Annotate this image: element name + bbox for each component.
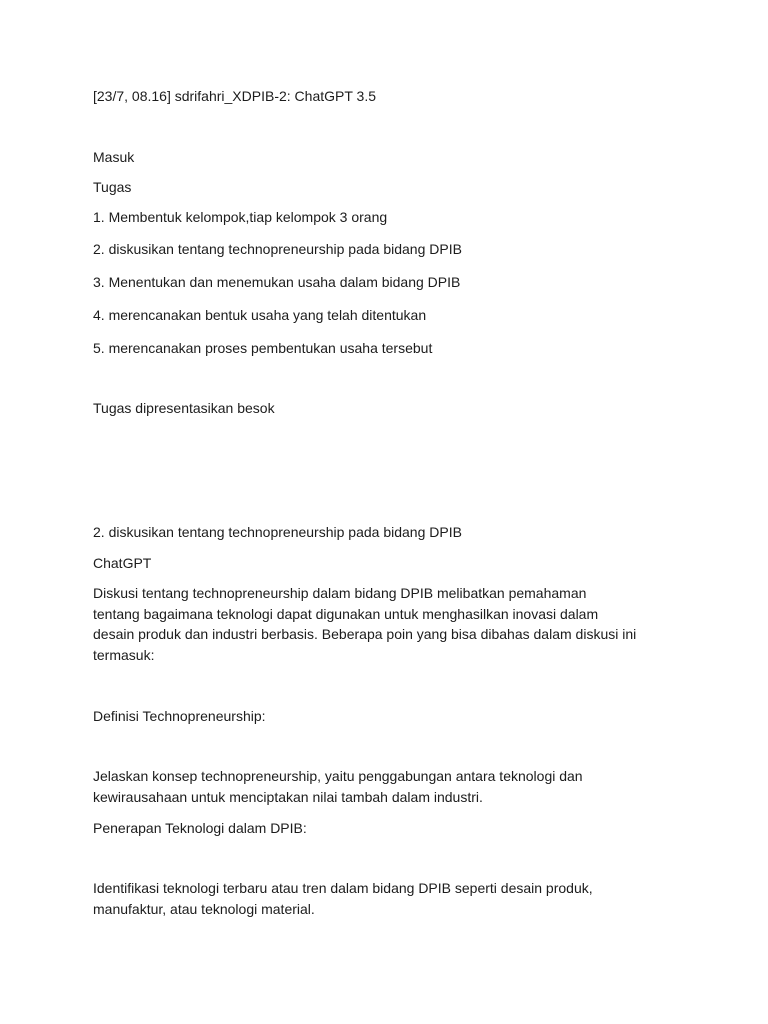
task-footer: Tugas dipresentasikan besok <box>93 400 275 416</box>
section-1-title: Definisi Technopreneurship: <box>93 708 266 724</box>
intro-line: Diskusi tentang technopreneurship dalam bidang DPIB melibatkan pemahaman <box>93 585 587 601</box>
section-1-body <box>93 766 683 807</box>
section-2-body <box>93 878 683 919</box>
intro-line: tentang bagaimana teknologi dapat digunakan untuk menghasilkan inovasi dalam <box>93 605 599 622</box>
section-2-line: Identifikasi teknologi terbaru atau tren dalam bidang DPIB seperti desain produk, <box>93 880 593 896</box>
tugas-heading: Tugas <box>93 179 132 195</box>
task-item-5: 5. merencanakan proses pembentukan usaha tersebut <box>93 340 433 356</box>
task-item-1: 1. Membentuk kelompok,tiap kelompok 3 orang <box>93 209 388 225</box>
chat-header-line: [23/7, 08.16] sdrifahri_XDPIB-2: ChatGPT 3.5 <box>93 88 377 104</box>
masuk-label: Masuk <box>93 149 135 165</box>
section-2-line: manufaktur, atau teknologi material. <box>93 900 315 917</box>
intro-paragraph <box>93 583 683 665</box>
section-1-line: kewirausahaan untuk menciptakan nilai tambah dalam industri. <box>93 788 483 805</box>
task-item-4: 4. merencanakan bentuk usaha yang telah ditentukan <box>93 307 427 323</box>
intro-line: desain produk dan industri berbasis. Beberapa poin yang bisa dibahas dalam diskusi ini <box>93 626 637 642</box>
task-item-3: 3. Menentukan dan menemukan usaha dalam bidang DPIB <box>93 274 461 290</box>
task-item-2: 2. diskusikan tentang technopreneurship pada bidang DPIB <box>93 241 462 257</box>
section-1-line: Jelaskan konsep technopreneurship, yaitu penggabungan antara teknologi dan <box>93 768 583 784</box>
speaker-label: ChatGPT <box>93 555 152 571</box>
intro-line: termasuk: <box>93 646 155 663</box>
question-line: 2. diskusikan tentang technopreneurship pada bidang DPIB <box>93 524 462 540</box>
section-2-title: Penerapan Teknologi dalam DPIB: <box>93 820 307 836</box>
